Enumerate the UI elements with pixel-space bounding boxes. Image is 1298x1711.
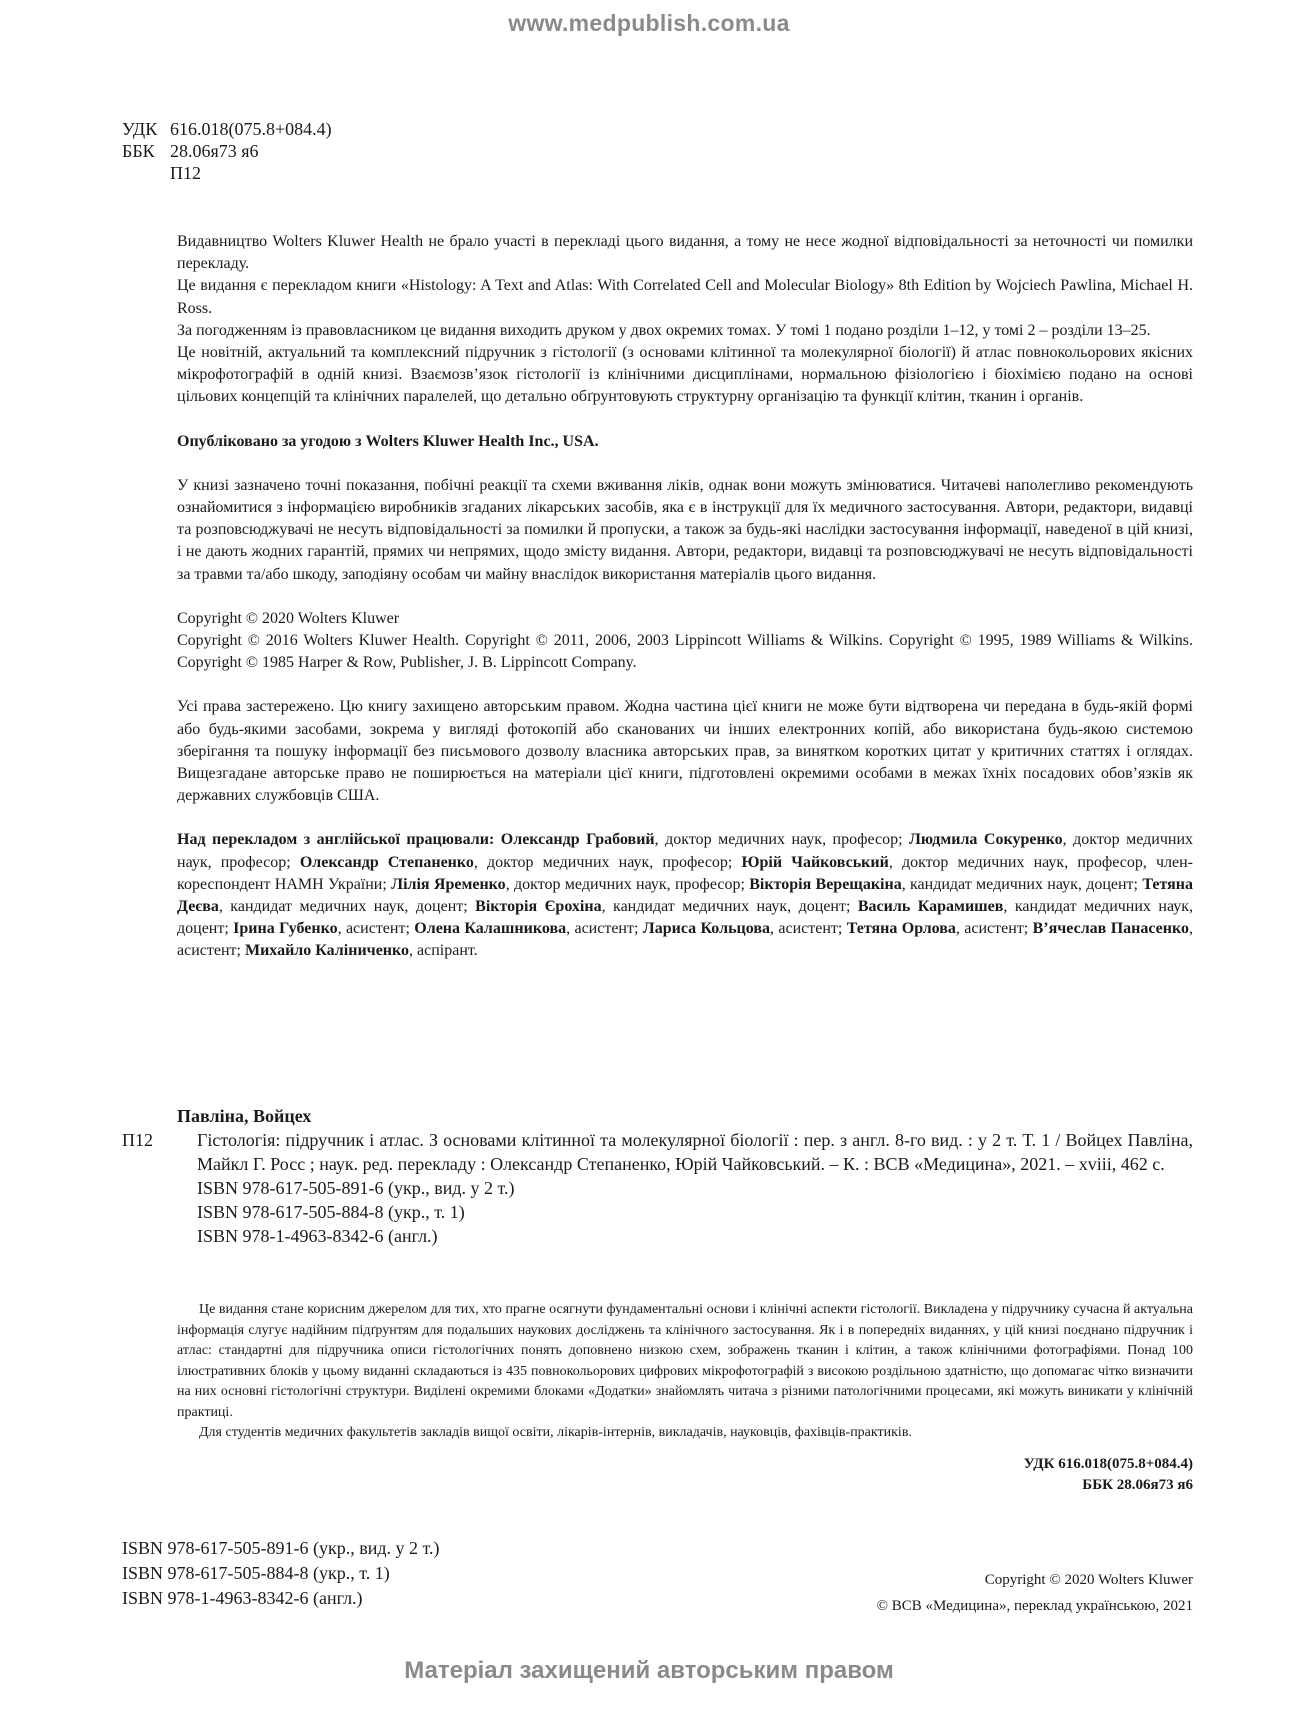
- translator-name: Ірина Губенко: [233, 920, 338, 938]
- translator-name: Вікторія Єрохіна: [475, 898, 602, 916]
- imprint-main-text: [177, 231, 1193, 963]
- bbk-right-line: ББК 28.06я73 я6: [1082, 1477, 1193, 1493]
- translator-role: , доктор медичних наук, професор;: [177, 831, 1193, 871]
- bib-isbn-list: [122, 1176, 1193, 1248]
- published-agreement-text: Опубліковано за угодою з Wolters Kluwer Health Inc., USA.: [177, 432, 599, 450]
- translator-name: Олександр Степаненко: [299, 853, 474, 871]
- translator-name: Лілія Яременко: [391, 875, 506, 893]
- udk-bbk-block: [1024, 1454, 1193, 1496]
- isbn-line: ISBN 978-617-505-884-8 (укр., т. 1): [122, 1563, 390, 1583]
- udk-value: 616.018(075.8+084.4): [170, 119, 332, 139]
- udk-row: [122, 118, 332, 140]
- volumes-note: За погодженням із правовласником це видання виходить друком у двох окремих томах. У томі 1 подано розділи 1–12, у томі 2 – розділи 13–25.: [177, 321, 1151, 339]
- annotation: [177, 1300, 1193, 1444]
- translator-name: Олександр Грабовий: [500, 831, 655, 849]
- translator-role: , асистент;: [566, 920, 643, 938]
- translator-name: Людмила Сокуренко: [909, 831, 1063, 849]
- classification-codes: [122, 118, 332, 184]
- bibliographic-record: [122, 1104, 1193, 1248]
- translator-name: Олена Калашникова: [414, 920, 567, 938]
- copyright-line-1: Copyright © 2020 Wolters Kluwer: [177, 609, 400, 627]
- translator-role: , кандидат медичних наук, доцент;: [601, 898, 858, 916]
- translator-role: , кандидат медичних наук, доцент;: [901, 875, 1143, 893]
- translator-role: , кандидат медичних наук, доцент;: [218, 898, 476, 916]
- copyright-bottom-line-1: Copyright © 2020 Wolters Kluwer: [984, 1572, 1193, 1588]
- translator-role: , доктор медичних наук, професор;: [654, 831, 909, 849]
- translator-name: Тетяна Орлова: [846, 920, 956, 938]
- bib-isbn: ISBN 978-1-4963-8342-6 (англ.): [197, 1226, 438, 1246]
- translators-paragraph: [177, 829, 1193, 962]
- translator-role: , асистент;: [955, 920, 1033, 938]
- medical-disclaimer: У книзі зазначено точні показання, побічні реакції та схеми вживання ліків, однак вони можуть змінюватися. Читачеві наполегливо рекомендують ознайомитися з інформацією виробників згаданих лікарських засобів, яка є в інструкції для їх медичного застосування. Автори, редактори, видавці та розповсюджувачі не несуть відповідальності за помилки й пропуски, а також за будь-які наслідки застосування інформації, наведеної в цій книзі, і не дають жодних гарантій, прямих чи непрямих, щодо змісту видання. Автори, редактори, видавці та розповсюджувачі не несуть відповідальності за травми та/або шкоду, заподіяну особам чи майну внаслідок використання матеріалів цього видання.: [177, 476, 1193, 583]
- translator-name: Юрій Чайковський: [741, 853, 889, 871]
- bbk-row: [122, 140, 332, 162]
- bib-isbn: ISBN 978-617-505-891-6 (укр., вид. у 2 т.): [197, 1178, 515, 1198]
- translator-role: , доктор медичних наук, професор, член-кореспондент НАМН України;: [177, 853, 1193, 893]
- original-edition-note: Це видання є перекладом книги «Histology: A Text and Atlas: With Correlated Cell and Molecular Biology» 8th Edition by Wojciech Pawlina, Michael H. Ross.: [177, 277, 1193, 317]
- bib-isbn: ISBN 978-617-505-884-8 (укр., т. 1): [197, 1202, 465, 1222]
- isbn-line: ISBN 978-1-4963-8342-6 (англ.): [122, 1588, 363, 1608]
- annotation-audience: Для студентів медичних факультетів закладів вищої освіти, лікарів-інтернів, викладачів, науковців, фахівців-практиків.: [199, 1425, 912, 1440]
- isbn-block: [122, 1536, 440, 1611]
- translators-label: Над перекладом з англійської працювали:: [177, 831, 495, 849]
- translator-name: Тетяна Деєва: [177, 875, 1193, 916]
- copyright-bottom-line-2: © ВСВ «Медицина», переклад українською, 2021: [876, 1598, 1193, 1614]
- translator-role: , асистент;: [337, 920, 415, 938]
- translator-role: , асистент;: [770, 920, 847, 938]
- translators-list: [177, 831, 1193, 959]
- copyright-footer-note: Матеріал захищений авторським правом: [404, 1657, 894, 1684]
- translator-role: , асистент;: [177, 920, 1193, 960]
- bib-entry: [122, 1128, 1193, 1176]
- author-sign: П12: [170, 163, 201, 183]
- bib-code: П12: [122, 1130, 153, 1150]
- translator-role: , доктор медичних наук, професор;: [473, 853, 742, 871]
- udk-right-line: УДК 616.018(075.8+084.4): [1023, 1456, 1193, 1472]
- translation-disclaimer: Видавництво Wolters Kluwer Health не брало участі в перекладі цього видання, а тому не несе жодної відповідальності за неточності чи помилки перекладу.: [177, 233, 1193, 273]
- bbk-label: ББК: [122, 141, 155, 161]
- translator-role: , доктор медичних наук, професор;: [505, 875, 750, 893]
- rights-reserved: Усі права застережено. Цю книгу захищено авторським правом. Жодна частина цієї книги не може бути відтворена чи передана в будь-якій формі або будь-якими засобами, зокрема у вигляді фотокопій або сканованих чи інших електронних копій, або використана будь-якою системою зберігання та пошуку інформації без письмового дозволу власника авторських прав, за винятком коротких цитат у критичних статтях і оглядах. Вищезгадане авторське право не поширюється на матеріали цієї книги, підготовлені окремими особами в межах їхніх посадових обов’язків як державних службовців США.: [177, 698, 1193, 805]
- site-url-header: www.medpublish.com.ua: [508, 10, 790, 36]
- translator-name: В’ячеслав Панасенко: [1032, 920, 1189, 938]
- translator-role: , аспірант.: [409, 942, 478, 960]
- copyright-line-2: Copyright © 2016 Wolters Kluwer Health. Copyright © 2011, 2006, 2003 Lippincott Williams & Wilkins. Copyright © 1995, 1989 Williams & Wilkins. Copyright © 1985 Harper & Row, Publisher, J. B. Lippincott Company.: [177, 632, 1193, 672]
- published-agreement: [177, 431, 1193, 453]
- copyright-block: [877, 1567, 1193, 1619]
- book-description: Це новітній, актуальний та комплексний підручник з гістології (з основами клітинної та молекулярної біології) й атлас повнокольорових якісних мікрофотографій в одній книзі. Взаємозв’язок гістології із клінічними дисциплінами, нормальною фізіологією і біохімією подано на основі цільових концепцій та клінічних паралелей, що детально обґрунтовують структурну організацію та функції клітин, тканин і органів.: [177, 344, 1193, 406]
- bib-entry-text: Гістологія: підручник і атлас. З основами клітинної та молекулярної біології : пер. з англ. 8-го вид. : у 2 т. Т. 1 / Войцех Павліна, Майкл Г. Росс ; наук. ред. перекладу : Олександр Степаненко, Юрій Чайковський. – К. : ВСВ «Медицина», 2021. – xviii, 462 с.: [197, 1130, 1193, 1174]
- isbn-line: ISBN 978-617-505-891-6 (укр., вид. у 2 т.): [122, 1538, 440, 1558]
- bbk-value: 28.06я73 я6: [170, 141, 259, 161]
- translator-name: Михайло Каліниченко: [244, 942, 410, 960]
- translator-name: Лариса Кольцова: [642, 920, 770, 938]
- translator-name: Василь Карамишев: [857, 898, 1004, 916]
- translator-name: Вікторія Верещакіна: [749, 875, 902, 893]
- bib-author: Павліна, Войцех: [177, 1106, 312, 1126]
- annotation-text: Це видання стане корисним джерелом для тих, хто прагне осягнути фундаментальні основи і клінічні аспекти гістології. Викладена у підручнику сучасна й актуальна інформація слугує надійним підґрунтям для подальших наукових досліджень та клінічного застосування. Як і в попередніх виданнях, у цій книзі поєднано підручник і атлас: стандартні для підручника описи гістологічних понять доповнено низкою схем, зображень тканин і клітин, а також клінічними фотографіями. Понад 100 ілюстративних блоків у цьому виданні складаються із 435 повнокольорових цифрових мікрофотографій з високою роздільною здатністю, що допомагає чітко визначити на них основні гістологічні структури. Виділені окремими блоками «Додатки» знайомлять читача з різними патологічними процесами, які можуть виникати у клінічній практиці.: [177, 1302, 1193, 1420]
- translator-role: , кандидат медичних наук, доцент;: [177, 898, 1194, 938]
- udk-label: УДК: [122, 119, 158, 139]
